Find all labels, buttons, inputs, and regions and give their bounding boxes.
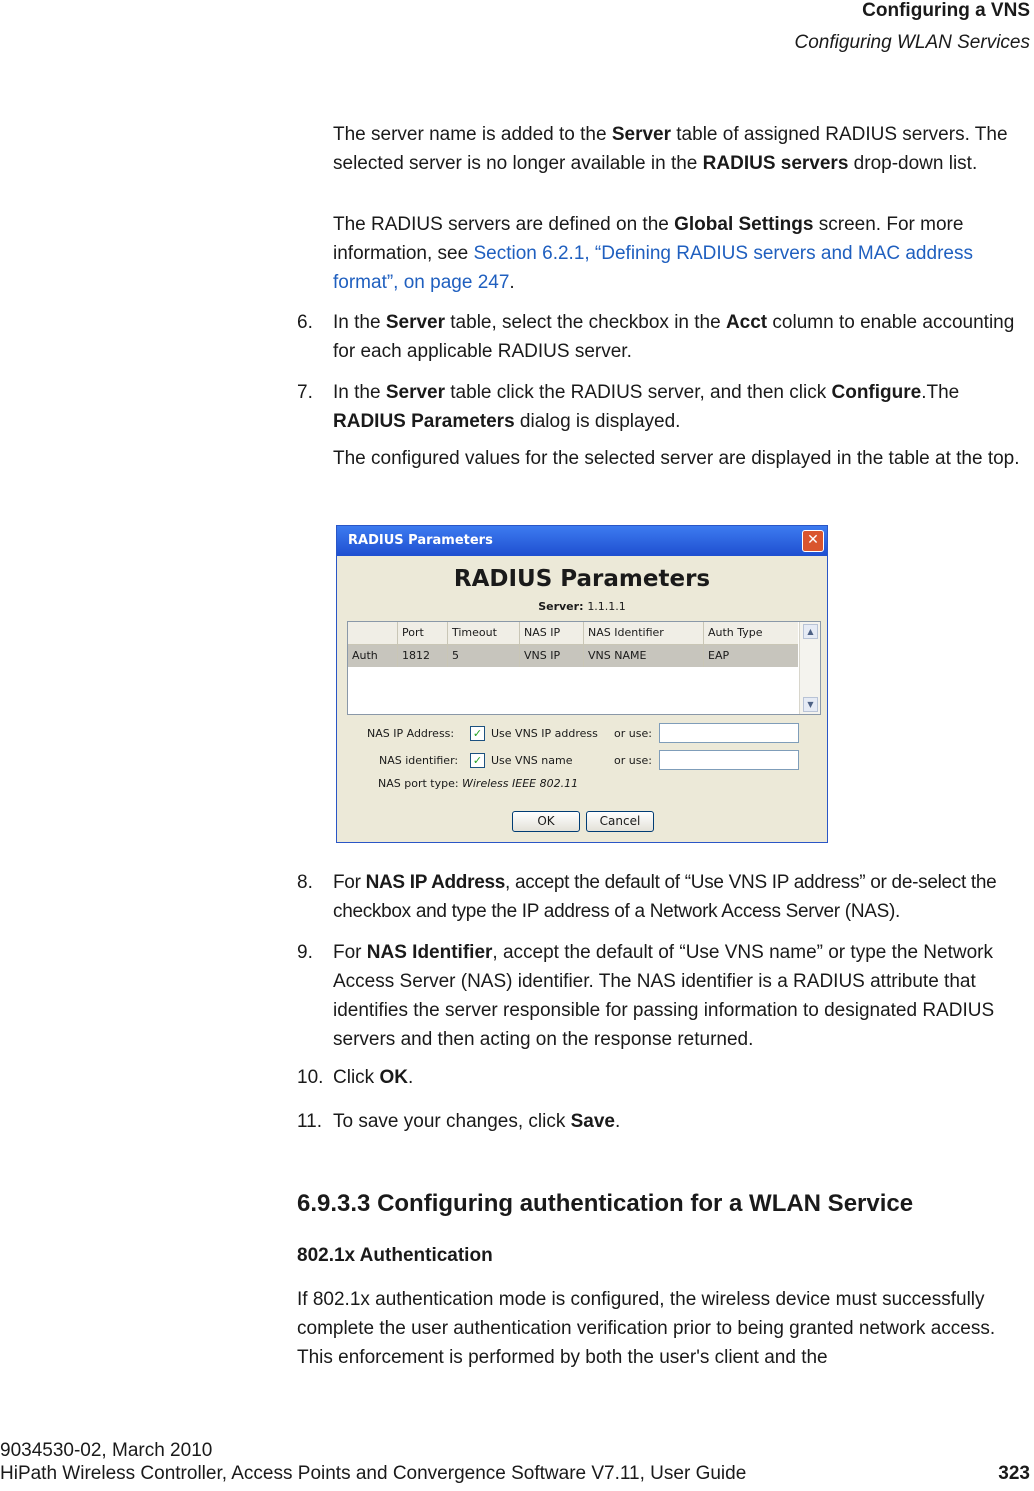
column-header xyxy=(348,622,398,644)
table-header-row xyxy=(348,622,798,645)
column-header-timeout: Timeout xyxy=(448,622,520,644)
column-header-nas-identifier: NAS Identifier xyxy=(584,622,704,644)
nas-identifier-label: NAS identifier: xyxy=(379,754,459,767)
nas-port-type-label: NAS port type: xyxy=(378,777,459,790)
bold-term: NAS Identifier xyxy=(366,942,493,963)
bold-term: Configure xyxy=(831,382,922,403)
bold-term: Server xyxy=(611,124,671,145)
footer-product: HiPath Wireless Controller, Access Points and Convergence Software V7.11, User Guide xyxy=(0,1463,747,1484)
bold-term: RADIUS servers xyxy=(702,153,849,174)
table-cell: EAP xyxy=(708,649,730,662)
text: For xyxy=(333,942,367,963)
text: drop-down list. xyxy=(848,153,978,174)
step-11 xyxy=(333,1107,1023,1136)
text: Click xyxy=(333,1067,380,1088)
bold-term: NAS IP Address xyxy=(365,872,505,893)
paragraph-global-settings xyxy=(333,210,1031,297)
text: table click the RADIUS server, and then click xyxy=(445,382,832,403)
nas-ip-address-label: NAS IP Address: xyxy=(367,727,455,740)
step-7 xyxy=(333,378,1031,436)
section-title: Configuring WLAN Services xyxy=(794,32,1030,53)
text: . xyxy=(509,272,515,293)
footer-doc-id: 9034530-02, March 2010 xyxy=(0,1440,213,1461)
bold-term: Server xyxy=(385,312,445,333)
use-vns-name-label: Use VNS name xyxy=(491,754,573,767)
step-number: 10. xyxy=(297,1067,324,1088)
table-cell: 1812 xyxy=(398,645,448,667)
nas-identifier-input[interactable] xyxy=(659,750,799,770)
table-cell: 5 xyxy=(448,645,520,667)
bold-term: Server xyxy=(385,382,445,403)
column-header-auth-type: Auth Type xyxy=(708,626,763,639)
text: , accept the default of “Use VNS name” or type the Network Access Server (NAS) identifier. The NAS identifier is a RADIUS attribute that identifies the server responsible for passing information to designated RADIUS servers and then acting on the response returned. xyxy=(333,942,995,1050)
table-cell: VNS IP xyxy=(520,645,584,667)
server-parameters-table xyxy=(347,621,821,715)
use-vns-name-checkbox[interactable]: ✓ xyxy=(470,753,485,768)
column-header-nas-ip: NAS IP xyxy=(520,622,584,644)
column-header-port: Port xyxy=(398,622,448,644)
subsection-heading: 802.1x Authentication xyxy=(297,1245,493,1266)
text: screen. For more information, see xyxy=(333,214,964,264)
nas-ip-address-input[interactable] xyxy=(659,723,799,743)
step-7-note: The configured values for the selected server are displayed in the table at the top. xyxy=(333,448,1020,469)
bold-term: RADIUS Parameters xyxy=(333,411,515,432)
step-number: 6. xyxy=(297,312,313,333)
or-use-label: or use: xyxy=(614,727,652,740)
scroll-up-icon[interactable]: ▲ xyxy=(803,624,818,639)
chapter-title: Configuring a VNS xyxy=(862,0,1030,21)
cross-reference-link[interactable]: Section 6.2.1, “Defining RADIUS servers and MAC address format”, on page 247 xyxy=(333,243,973,293)
step-9 xyxy=(333,938,1005,1054)
text: , accept the default of “Use VNS IP address” or de-select the checkbox and type the IP address of a Network Access Server (NAS). xyxy=(333,872,997,922)
text: For xyxy=(333,872,366,893)
text: In the xyxy=(333,382,386,403)
or-use-label: or use: xyxy=(614,754,652,767)
close-icon[interactable]: ✕ xyxy=(802,530,824,552)
text: . xyxy=(407,1067,414,1088)
step-number: 8. xyxy=(297,872,313,893)
radius-parameters-dialog xyxy=(336,525,828,843)
paragraph-server-added xyxy=(333,120,1031,178)
text: column to enable accounting for each applicable RADIUS server. xyxy=(333,312,1015,362)
step-8 xyxy=(333,868,1033,926)
page-number: 323 xyxy=(998,1463,1030,1484)
server-value: 1.1.1.1 xyxy=(587,600,626,613)
table-cell: VNS NAME xyxy=(584,645,704,667)
server-label: Server: xyxy=(538,600,584,613)
dialog-heading: RADIUS Parameters xyxy=(453,566,711,592)
dialog-title-bar xyxy=(337,526,827,556)
text: The RADIUS servers are defined on the xyxy=(333,214,675,235)
step-10 xyxy=(333,1063,1023,1092)
text: table of assigned RADIUS servers. The selected server is no longer available in the xyxy=(333,124,1008,174)
cancel-button[interactable]: Cancel xyxy=(586,811,654,832)
scroll-down-icon[interactable]: ▼ xyxy=(803,697,818,712)
text: To save your changes, click xyxy=(333,1111,571,1132)
table-cell: Auth xyxy=(348,645,398,667)
bold-term: Save xyxy=(570,1111,615,1132)
nas-port-type-value: Wireless IEEE 802.11 xyxy=(462,777,579,790)
table-scrollbar[interactable] xyxy=(799,622,820,714)
section-heading: 6.9.3.3 Configuring authentication for a WLAN Service xyxy=(297,1190,914,1217)
table-row[interactable] xyxy=(348,645,798,667)
server-line xyxy=(337,600,827,613)
dialog-window-title: RADIUS Parameters xyxy=(348,533,493,548)
text: In the xyxy=(333,312,386,333)
section-body: If 802.1x authentication mode is configured, the wireless device must successfully complete the user authentication verification prior to being granted network access. This enforcement is performed by both the user's client and the xyxy=(297,1289,996,1368)
text: .The xyxy=(921,382,960,403)
text: table, select the checkbox in the xyxy=(445,312,726,333)
text: dialog is displayed. xyxy=(514,411,681,432)
step-number: 7. xyxy=(297,382,313,403)
step-6 xyxy=(333,308,1023,366)
ok-button[interactable]: OK xyxy=(512,811,580,832)
use-vns-ip-checkbox[interactable]: ✓ xyxy=(470,726,485,741)
bold-term: Acct xyxy=(725,312,768,333)
bold-term: Global Settings xyxy=(674,214,814,235)
bold-term: OK xyxy=(379,1067,408,1088)
step-number: 9. xyxy=(297,942,313,963)
text: . xyxy=(615,1111,621,1132)
text: The server name is added to the xyxy=(333,124,612,145)
use-vns-ip-label: Use VNS IP address xyxy=(491,727,598,740)
step-number: 11. xyxy=(297,1111,323,1132)
